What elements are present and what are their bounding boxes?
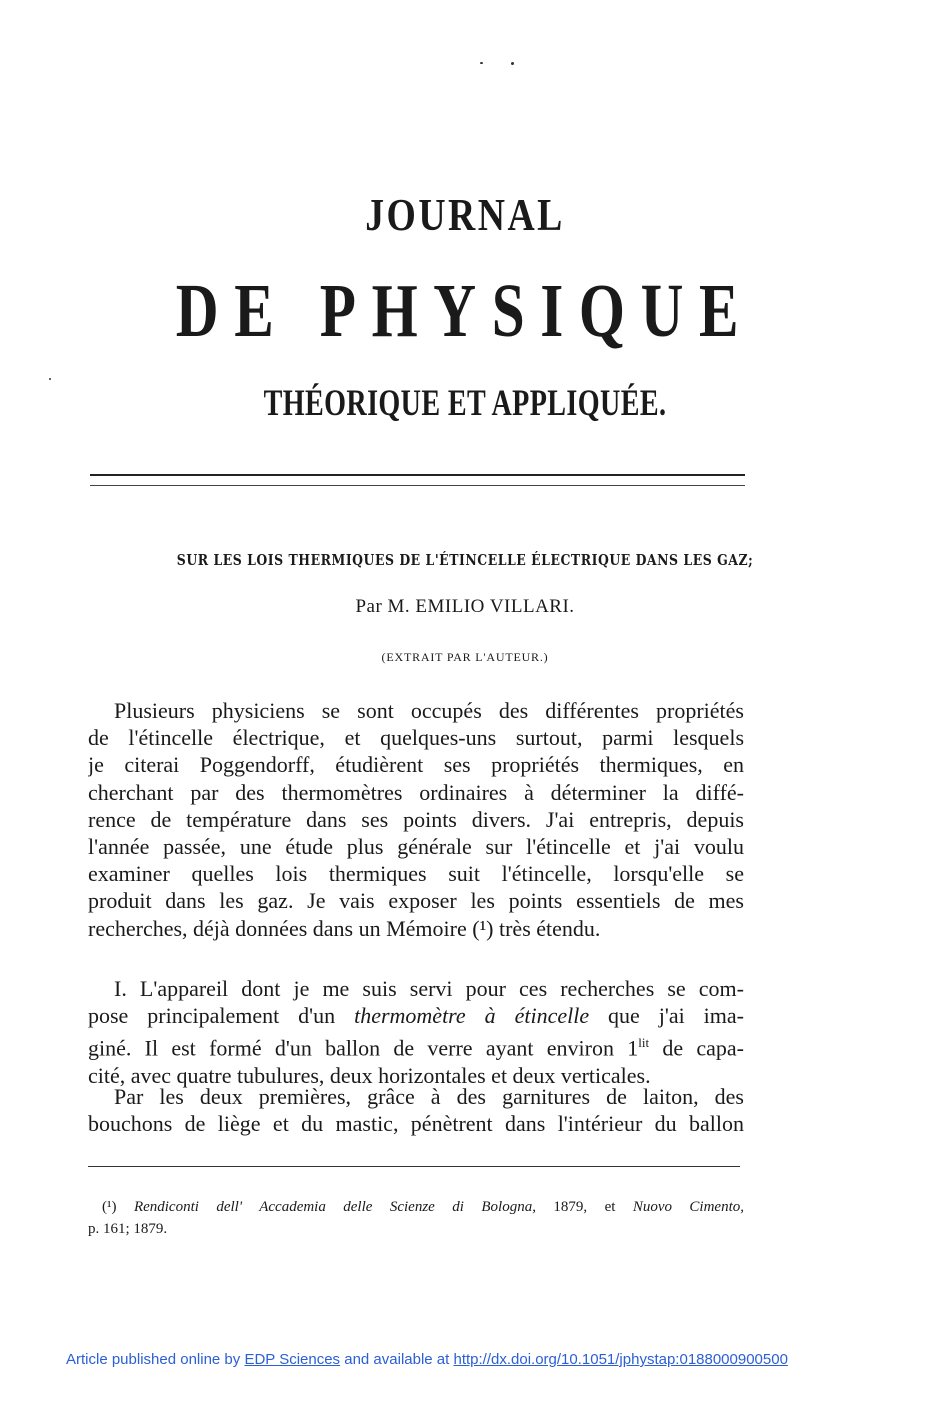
text-line (88, 1002, 744, 1029)
footnote (88, 1196, 744, 1240)
publisher-middle: and available at (340, 1351, 454, 1368)
text-line: produit dans les gaz. Je vais exposer les points essentiels de mes (88, 888, 744, 914)
footnote-line: p. 161; 1879. (88, 1221, 168, 1237)
text-line: recherches, déjà données dans un Mémoire (¹) très étendu. (88, 915, 601, 941)
text-segment: de capa- (649, 1035, 744, 1061)
extract-note: (EXTRAIT PAR L'AUTEUR.) (381, 650, 549, 664)
text-segment: pose principalement d'un (88, 1003, 355, 1029)
text-line: je citerai Poggendorff, étudièrent ses propriétés thermiques, en (88, 752, 744, 778)
article-title: SUR LES LOIS THERMIQUES DE L'ÉTINCELLE ÉLECTRIQUE DANS LES GAZ; (176, 552, 754, 569)
emphasis-term: thermomètre à étincelle (354, 1003, 590, 1029)
doi-link[interactable]: http://dx.doi.org/10.1051/jphystap:0188000900500 (453, 1351, 788, 1368)
journal-title: JOURNAL (365, 189, 565, 240)
text-line: l'année passée, une étude plus générale sur l'étincelle et j'ai voulu (88, 834, 744, 860)
print-speck (480, 62, 483, 64)
journal-tagline: THÉORIQUE ET APPLIQUÉE. (263, 383, 667, 424)
footnote-marker: (¹) (102, 1199, 117, 1215)
text-line: examiner quelles lois thermiques suit l'étincelle, lorsqu'elle se (88, 861, 744, 887)
footnote-divider (88, 1166, 740, 1167)
footnote-reference: Rendiconti dell' Accademia delle Scienze di Bologna, (133, 1199, 536, 1215)
header-divider (90, 474, 745, 486)
print-speck (49, 378, 51, 380)
journal-subtitle: DE PHYSIQUE (175, 269, 755, 353)
text-line (88, 1029, 744, 1062)
text-segment: que j'ai ima- (589, 1003, 744, 1029)
article-author: Par M. EMILIO VILLARI. (355, 596, 575, 617)
footnote-line (88, 1196, 744, 1218)
unit-superscript: lit (638, 1035, 650, 1051)
text-line: cherchant par des thermomètres ordinaires à déterminer la diffé- (88, 779, 744, 805)
publisher-notice (66, 1351, 788, 1368)
text-segment: giné. Il est formé d'un ballon de verre ayant environ 1 (88, 1035, 639, 1061)
text-line: de l'étincelle électrique, et quelques-uns surtout, parmi lesquels (88, 725, 744, 751)
footnote-reference: Nuovo Cimento, (632, 1199, 745, 1215)
text-line: cité, avec quatre tubulures, deux horizontales et deux verticales. (88, 1062, 651, 1088)
text-line: Plusieurs physiciens se sont occupés des différentes propriétés (114, 698, 744, 723)
text-line: rence de température dans ses points divers. J'ai entrepris, depuis (88, 806, 744, 832)
print-speck (511, 62, 514, 65)
publisher-link[interactable]: EDP Sciences (244, 1351, 341, 1368)
footnote-text: 1879, et (535, 1199, 633, 1215)
text-line: I. L'appareil dont je me suis servi pour ces recherches se com- (114, 976, 744, 1001)
text-line: bouchons de liège et du mastic, pénètrent dans l'intérieur du ballon (88, 1111, 744, 1137)
body-paragraph-2 (88, 975, 744, 1089)
publisher-prefix: Article published online by (66, 1351, 245, 1368)
text-line: Par les deux premières, grâce à des garnitures de laiton, des (114, 1084, 744, 1109)
body-paragraph-3 (88, 1083, 744, 1137)
body-paragraph-1 (88, 697, 744, 942)
